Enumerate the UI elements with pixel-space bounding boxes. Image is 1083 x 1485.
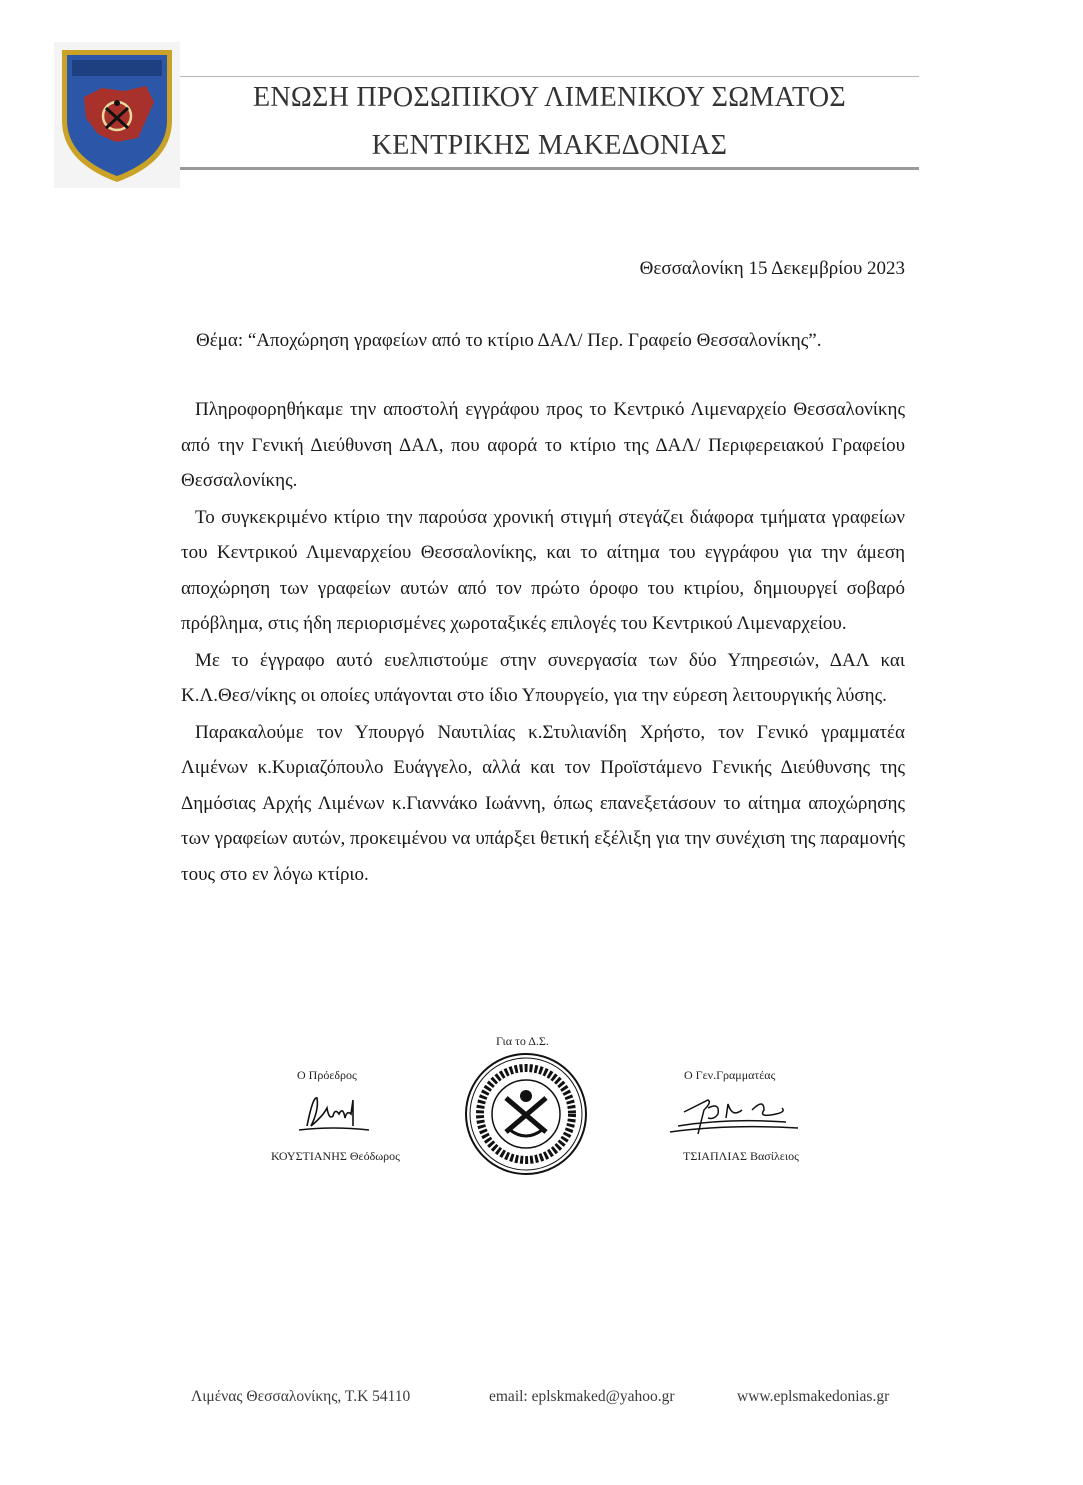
footer-address: Λιμένας Θεσσαλονίκης, Τ.Κ 54110 [191,1388,411,1405]
letter-subject: Θέμα: “Αποχώρηση γραφείων από το κτίριο ΔΑΛ/ Περ. Γραφείο Θεσσαλονίκης”. [196,330,822,351]
header-bottom-rule [180,167,919,170]
header-top-rule [180,76,919,77]
organization-region: ΚΕΝΤΡΙΚΗΣ ΜΑΚΕΔΟΝΙΑΣ [371,130,728,161]
president-title: Ο Πρόεδρος [297,1068,357,1082]
footer-email[interactable]: email: eplskmaked@yahoo.gr [489,1388,675,1405]
paragraph: Το συγκεκριμένο κτίριο την παρούσα χρονική στιγμή στεγάζει διάφορα τμήματα γραφείων του Κεντρικού Λιμεναρχείου Θεσσαλονίκης, και το αίτημα του εγγράφου για την άμεση αποχώρηση των γραφείων αυτών από τον πρώτο όροφο του κτιρίου, δημιουργεί σοβαρό πρόβλημα, στις ήδη περιορισμένες χωροταξικές επιλογές του Κεντρικού Λιμεναρχείου. [181,506,905,634]
for-board-label: Για το Δ.Σ. [496,1034,549,1048]
association-stamp [462,1050,590,1178]
secretary-title: Ο Γεν.Γραμματέας [684,1068,776,1082]
president-signature [293,1086,373,1144]
secretary-signature [668,1088,800,1144]
paragraph: Παρακαλούμε τον Υπουργό Ναυτιλίας κ.Στυλιανίδη Χρήστο, τον Γενικό γραμματέα Λιμένων κ.Κυριαζόπουλο Ευάγγελο, αλλά και τον Προϊστάμενο Γενικής Διεύθυνσης της Δημόσιας Αρχής Λιμένων κ.Γιαννάκο Ιωάννη, όπως επανεξετάσουν το αίτημα αποχώρησης των γραφείων αυτών, προκειμένου να υπάρξει θετική εξέλιξη για την συνέχιση της παραμονής τους στο εν λόγω κτίριο. [181,721,905,885]
paragraph: Πληροφορηθήκαμε την αποστολή εγγράφου προς το Κεντρικό Λιμεναρχείο Θεσσαλονίκης από την Γενική Διεύθυνση ΔΑΛ, που αφορά το κτίριο της ΔΑΛ/ Περιφερειακού Γραφείου Θεσσαλονίκης. [181,399,905,491]
organization-name: ΕΝΩΣΗ ΠΡΟΣΩΠΙΚΟΥ ΛΙΜΕΝΙΚΟΥ ΣΩΜΑΤΟΣ [252,82,846,113]
organization-logo [54,42,180,188]
letter-date: Θεσσαλονίκη 15 Δεκεμβρίου 2023 [639,258,905,279]
secretary-name: ΤΣΙΑΠΛΙΑΣ Βασίλειος [683,1149,799,1163]
president-name: ΚΟΥΣΤΙΑΝΗΣ Θεόδωρος [271,1149,400,1163]
footer-website[interactable]: www.eplsmakedonias.gr [737,1388,890,1405]
paragraph: Με το έγγραφο αυτό ευελπιστούμε στην συνεργασία των δύο Υπηρεσιών, ΔΑΛ και Κ.Λ.Θεσ/νίκης οι οποίες υπάγονται στο ίδιο Υπουργείο, για την εύρεση λειτουργικής λύσης. [181,649,905,706]
letter-body [181,392,905,893]
